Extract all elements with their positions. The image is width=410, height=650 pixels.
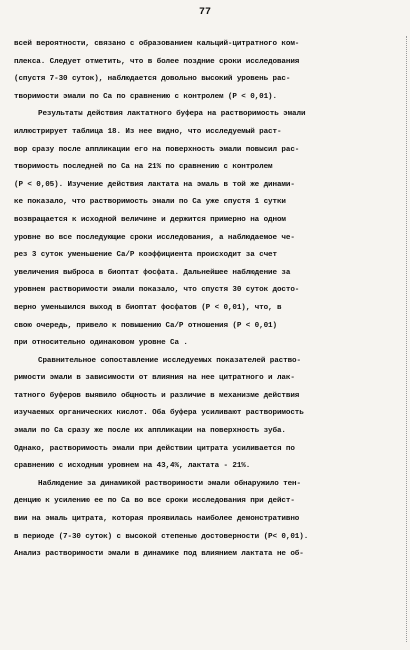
text-line: Однако, растворимость эмали при действии цитрата усиливается по [14, 444, 295, 453]
text-line: плекса. Следует отметить, что в более поздние сроки исследования [14, 57, 300, 66]
text-line: возвращается к исходной величине и держится примерно на одном [14, 215, 286, 224]
text-line: сравнению с исходным уровнем на 43,4%, лактата - 21%. [14, 462, 251, 471]
text-line: иллюстрирует таблица 18. Из нее видно, что исследуемый раст- [14, 127, 282, 136]
text-line: при относительно одинаковом уровне Ca . [14, 339, 188, 348]
text-line: творимость последней по Ca на 21% по сравнению с контролем [14, 163, 273, 172]
text-line: эмали по Ca сразу же после их аппликации на поверхность зуба. [14, 427, 286, 436]
text-line: в периоде (7-30 суток) с высокой степенью достоверности (P< 0,01). [14, 532, 309, 541]
text-line: вии на эмаль цитрата, которая проявилась наиболее демонстративно [14, 515, 300, 524]
text-line: римости эмали в зависимости от влияния на нее цитратного и лак- [14, 374, 295, 383]
text-line: всей вероятности, связано с образованием кальций-цитратного ком- [14, 40, 300, 48]
body-text [14, 36, 399, 564]
text-line: изучаемых органических кислот. Оба буфера усиливают растворимость [14, 409, 304, 418]
text-line: (спустя 7-30 суток), наблюдается довольно высокий уровень рас- [14, 75, 291, 84]
text-line: творимости эмали по Ca по сравнению с контролем (P < 0,01). [14, 92, 277, 101]
text-line: (P < 0,05). Изучение действия лактата на эмаль в той же динами- [14, 180, 295, 189]
text-line: уровнем растворимости эмали показало, что спустя 30 суток досто- [14, 286, 300, 295]
page-edge-shadow [404, 36, 407, 642]
text-line: вор сразу после аппликации его на поверхность эмали повысил рас- [14, 145, 300, 154]
text-line: Анализ растворимости эмали в динамике под влиянием лактата не об- [14, 550, 304, 559]
text-line: увеличения выброса в биоптат фосфата. Дальнейшее наблюдение за [14, 268, 291, 277]
text-line: рез 3 суток уменьшение Ca/P коэффициента происходит за счет [14, 251, 277, 260]
text-line: свою очередь, привело к повышению Ca/P отношения (P < 0,01) [14, 321, 277, 330]
text-line: денцию к усилению ее по Ca во все сроки исследования при дейст- [14, 497, 295, 506]
text-line: Наблюдение за динамикой растворимости эмали обнаружило тен- [38, 479, 301, 488]
text-line: уровне во все последующие сроки исследования, а наблюдаемое че- [14, 233, 295, 242]
text-line: ке показало, что растворимость эмали по Ca уже спустя 1 сутки [14, 198, 286, 207]
text-line: Сравнительное сопоставление исследуемых показателей раство- [38, 356, 301, 365]
text-line: верно уменьшился выход в биоптат фосфатов (P < 0,01), что, в [14, 303, 282, 312]
page-number: 77 [198, 7, 211, 18]
text-line: Результаты действия лактатного буфера на растворимость эмали [38, 110, 306, 119]
text-line: татного буферов выявило общность и различие в механизме действия [14, 391, 300, 400]
